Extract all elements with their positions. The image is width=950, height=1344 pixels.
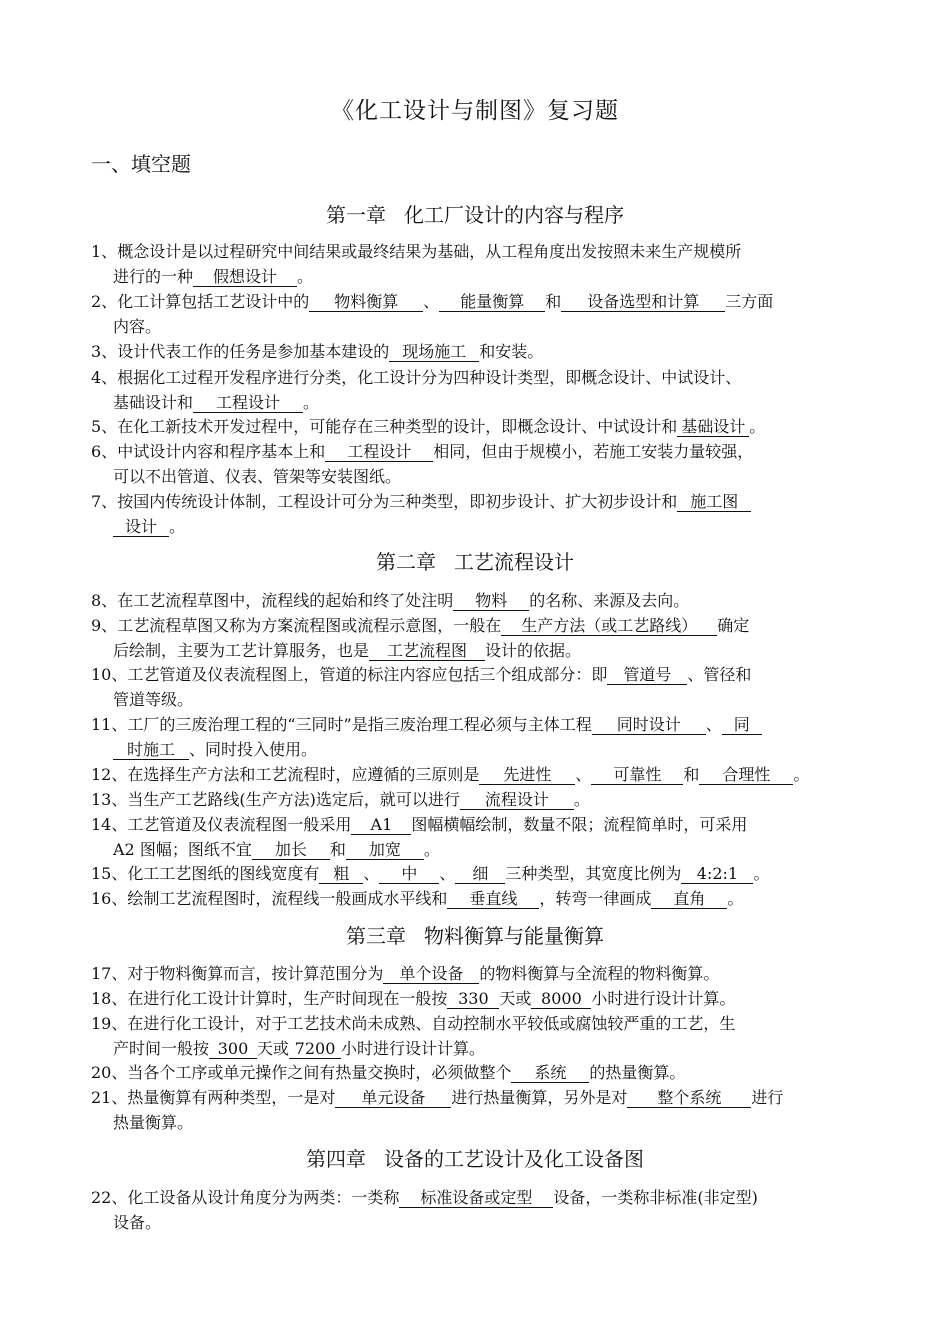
- question-text: 工艺管道及仪表流程图上，管道的标注内容应包括三个组成部分：即: [127, 665, 608, 684]
- question-number: 10、: [91, 665, 128, 684]
- question-text: 。: [169, 516, 186, 536]
- question-number: 14、: [91, 815, 128, 834]
- chapter-label: 第四章: [306, 1147, 366, 1171]
- answer-blank: 现场施工: [389, 342, 479, 362]
- question-number: 5、: [91, 417, 118, 436]
- question-number: 7、: [91, 492, 118, 511]
- question-number: 1、: [91, 242, 118, 261]
- answer-blank: 时施工: [113, 740, 189, 760]
- question-number: 16、: [91, 889, 128, 908]
- question-14: [91, 813, 861, 862]
- answer-blank: 整个系统: [627, 1088, 751, 1108]
- question-text: 在进行化工设计，对于工艺技术尚未成熟、自动控制水平较低或腐蚀较严重的工艺，生: [127, 1014, 736, 1033]
- chapter-name: 物料衡算与能量衡算: [424, 924, 604, 948]
- question-number: 6、: [91, 442, 118, 461]
- question-text: 绘制工艺流程图时，流程线一般画成水平线和: [127, 889, 448, 908]
- answer-blank: 先进性: [479, 765, 575, 785]
- question-19: [91, 1012, 861, 1061]
- question-text: 和安装。: [479, 342, 544, 361]
- answer-blank: 管道号: [607, 665, 687, 685]
- chapter-label: 第三章: [346, 924, 406, 948]
- question-text: 三种类型，其宽度比例为: [505, 864, 682, 883]
- answer-blank: 可靠性: [591, 765, 683, 785]
- answer-blank: 垂直线: [447, 889, 539, 909]
- question-text: 进行: [751, 1088, 784, 1107]
- question-text: 设备。: [113, 1212, 162, 1232]
- question-number: 22、: [91, 1188, 128, 1207]
- question-text: 可以不出管道、仪表、管架等安装图纸。: [113, 466, 402, 486]
- answer-blank: 工程设计: [325, 442, 433, 462]
- question-text: 的物料衡算与全流程的物料衡算。: [479, 964, 720, 983]
- question-text: 天或: [257, 1038, 290, 1058]
- question-number: 3、: [91, 342, 118, 361]
- question-11: [91, 713, 861, 762]
- question-text: 化工设备从设计角度分为两类：一类称: [127, 1188, 400, 1207]
- answer-blank: 细: [455, 864, 505, 884]
- question-text: ，转弯一律画成: [539, 889, 652, 908]
- answer-blank: 加长: [252, 840, 330, 860]
- answer-blank: 系统: [511, 1063, 589, 1083]
- answer-blank: 8000: [531, 989, 591, 1009]
- question-number: 18、: [91, 989, 128, 1008]
- question-text: 工艺流程草图又称为方案流程图或流程示意图，一般在: [117, 616, 502, 635]
- question-number: 13、: [91, 790, 128, 809]
- question-text: 的名称、来源及去向。: [529, 591, 690, 610]
- answer-blank: 合理性: [699, 765, 793, 785]
- section-heading: 一、填空题: [91, 152, 191, 176]
- question-text: 热量衡算有两种类型，一是对: [127, 1088, 336, 1107]
- question-number: 15、: [91, 864, 128, 883]
- question-16: [91, 887, 861, 912]
- question-text: 工艺管道及仪表流程图一般采用: [127, 815, 352, 834]
- question-text: 概念设计是以过程研究中间结果或最终结果为基础，从工程角度出发按照未来生产规模所: [117, 242, 742, 261]
- answer-blank: 工程设计: [193, 393, 303, 413]
- question-number: 21、: [91, 1088, 128, 1107]
- question-text: 在工艺流程草图中，流程线的起始和终了处注明: [117, 591, 454, 610]
- question-5: [91, 415, 861, 440]
- question-9: [91, 614, 861, 663]
- question-12: [91, 763, 861, 788]
- answer-blank: 物料衡算: [309, 292, 423, 312]
- question-text: 。: [749, 417, 766, 436]
- question-text: A2 图幅；图纸不宜: [113, 839, 252, 859]
- question-22: [91, 1186, 861, 1235]
- question-text: 、: [423, 292, 440, 311]
- answer-blank: 设计: [113, 517, 169, 537]
- question-8: [91, 589, 861, 614]
- answer-blank: 流程设计: [460, 790, 574, 810]
- question-text: 相同，但由于规模小，若施工安装力量较强，: [433, 442, 754, 461]
- question-text: 在化工新技术开发过程中，可能存在三种类型的设计，即概念设计、中试设计和: [117, 417, 678, 436]
- question-text: 化工计算包括工艺设计中的: [117, 292, 310, 311]
- answer-blank: 直角: [651, 889, 727, 909]
- answer-blank: 单个设备: [383, 964, 479, 984]
- question-text: 和: [329, 839, 346, 859]
- answer-blank: 300: [209, 1039, 257, 1059]
- question-text: 当各个工序或单元操作之间有热量交换时，必须做整个: [127, 1063, 512, 1082]
- answer-blank: 施工图: [677, 492, 751, 512]
- answer-blank: 7200: [289, 1039, 341, 1059]
- answer-blank: 粗: [319, 864, 363, 884]
- question-text: 图幅横幅绘制，数量不限；流程简单时，可采用: [411, 815, 748, 834]
- question-text: 的热量衡算。: [589, 1063, 686, 1082]
- answer-blank: 330: [447, 989, 499, 1009]
- answer-blank: 单元设备: [335, 1088, 451, 1108]
- question-text: 化工工艺图纸的图线宽度有: [127, 864, 320, 883]
- question-text: 。: [297, 266, 314, 286]
- question-text: 、: [705, 715, 722, 734]
- question-text: 产时间一般按: [113, 1038, 210, 1058]
- answer-blank: 加宽: [346, 840, 424, 860]
- question-text: 。: [727, 889, 744, 908]
- question-6: [91, 440, 861, 489]
- question-number: 9、: [91, 616, 118, 635]
- question-text: 、: [575, 765, 592, 784]
- question-text: 当生产工艺路线(生产方法)选定后，就可以进行: [127, 790, 460, 809]
- question-text: 小时进行设计计算。: [591, 989, 736, 1008]
- question-text: 在选择生产方法和工艺流程时，应遵循的三原则是: [127, 765, 480, 784]
- question-2: [91, 290, 861, 339]
- question-text: 工厂的三废治理工程的“三同时”是指三废治理工程必须与主体工程: [127, 715, 592, 734]
- chapter-heading: [0, 1143, 950, 1172]
- chapter-name: 化工厂设计的内容与程序: [404, 203, 624, 227]
- question-text: 确定: [717, 616, 750, 635]
- question-text: 进行热量衡算，另外是对: [451, 1088, 628, 1107]
- question-text: 、同时投入使用。: [189, 739, 318, 759]
- question-text: 对于物料衡算而言，按计算范围分为: [127, 964, 384, 983]
- question-text: 、管径和: [687, 665, 752, 684]
- chapter-name: 工艺流程设计: [454, 550, 574, 574]
- answer-blank: 能量衡算: [439, 292, 545, 312]
- question-20: [91, 1061, 861, 1086]
- question-10: [91, 663, 861, 712]
- question-text: 。: [423, 839, 440, 859]
- question-text: 、: [363, 864, 380, 883]
- question-text: 和: [545, 292, 562, 311]
- answer-blank: 同: [722, 715, 762, 735]
- question-21: [91, 1086, 861, 1135]
- question-text: 设备，一类称非标准(非定型): [553, 1188, 758, 1207]
- answer-blank: 假想设计: [193, 267, 297, 287]
- question-18: [91, 987, 861, 1012]
- question-text: 小时进行设计计算。: [341, 1038, 486, 1058]
- page-title: 《化工设计与制图》复习题: [331, 98, 619, 124]
- question-text: 内容。: [113, 316, 162, 336]
- answer-blank: 中: [379, 864, 439, 884]
- question-text: 设计代表工作的任务是参加基本建设的: [117, 342, 390, 361]
- answer-blank: 设备选型和计算: [561, 292, 725, 312]
- chapter-name: 设备的工艺设计及化工设备图: [384, 1147, 644, 1171]
- question-text: 在进行化工设计计算时，生产时间现在一般按: [127, 989, 448, 1008]
- question-text: 。: [753, 864, 770, 883]
- answer-blank: 同时设计: [592, 715, 706, 735]
- question-number: 4、: [91, 368, 118, 387]
- question-text: 按国内传统设计体制，工程设计可分为三种类型，即初步设计、扩大初步设计和: [117, 492, 678, 511]
- question-number: 8、: [91, 591, 118, 610]
- question-number: 12、: [91, 765, 128, 784]
- question-4: [91, 366, 861, 415]
- question-7: [91, 490, 861, 539]
- chapter-heading: [0, 546, 950, 575]
- answer-blank: 工艺流程图: [369, 641, 485, 661]
- question-text: 基础设计和: [113, 392, 194, 412]
- question-text: 、: [439, 864, 456, 883]
- answer-blank: 标准设备或定型: [399, 1188, 553, 1208]
- question-number: 19、: [91, 1014, 128, 1033]
- question-text: 进行的一种: [113, 266, 194, 286]
- question-text: 和: [683, 765, 700, 784]
- question-text: 天或: [499, 989, 532, 1008]
- question-text: 三方面: [725, 292, 774, 311]
- chapter-heading: [0, 920, 950, 949]
- question-text: 中试设计内容和程序基本上和: [117, 442, 326, 461]
- question-15: [91, 862, 861, 887]
- question-text: 后绘制，主要为工艺计算服务，也是: [113, 640, 370, 660]
- question-text: 。: [793, 765, 810, 784]
- answer-blank: A1: [351, 815, 411, 835]
- question-number: 11、: [91, 715, 128, 734]
- question-number: 2、: [91, 292, 118, 311]
- question-text: 管道等级。: [113, 689, 194, 709]
- question-text: 。: [303, 392, 320, 412]
- question-text: 设计的依据。: [485, 640, 582, 660]
- chapter-label: 第二章: [376, 550, 436, 574]
- question-1: [91, 240, 861, 289]
- answer-blank: 物料: [453, 591, 529, 611]
- chapter-label: 第一章: [326, 203, 386, 227]
- question-17: [91, 962, 861, 987]
- question-number: 20、: [91, 1063, 128, 1082]
- question-3: [91, 340, 861, 365]
- question-text: 。: [573, 790, 590, 809]
- answer-blank: 基础设计: [677, 417, 749, 437]
- question-number: 17、: [91, 964, 128, 983]
- question-13: [91, 788, 861, 813]
- chapter-heading: [0, 199, 950, 228]
- question-text: 热量衡算。: [113, 1112, 194, 1132]
- answer-blank: 4:2:1: [681, 864, 753, 884]
- question-text: 根据化工过程开发程序进行分类，化工设计分为四种设计类型，即概念设计、中试设计、: [117, 368, 742, 387]
- answer-blank: 生产方法（或工艺路线）: [501, 616, 717, 636]
